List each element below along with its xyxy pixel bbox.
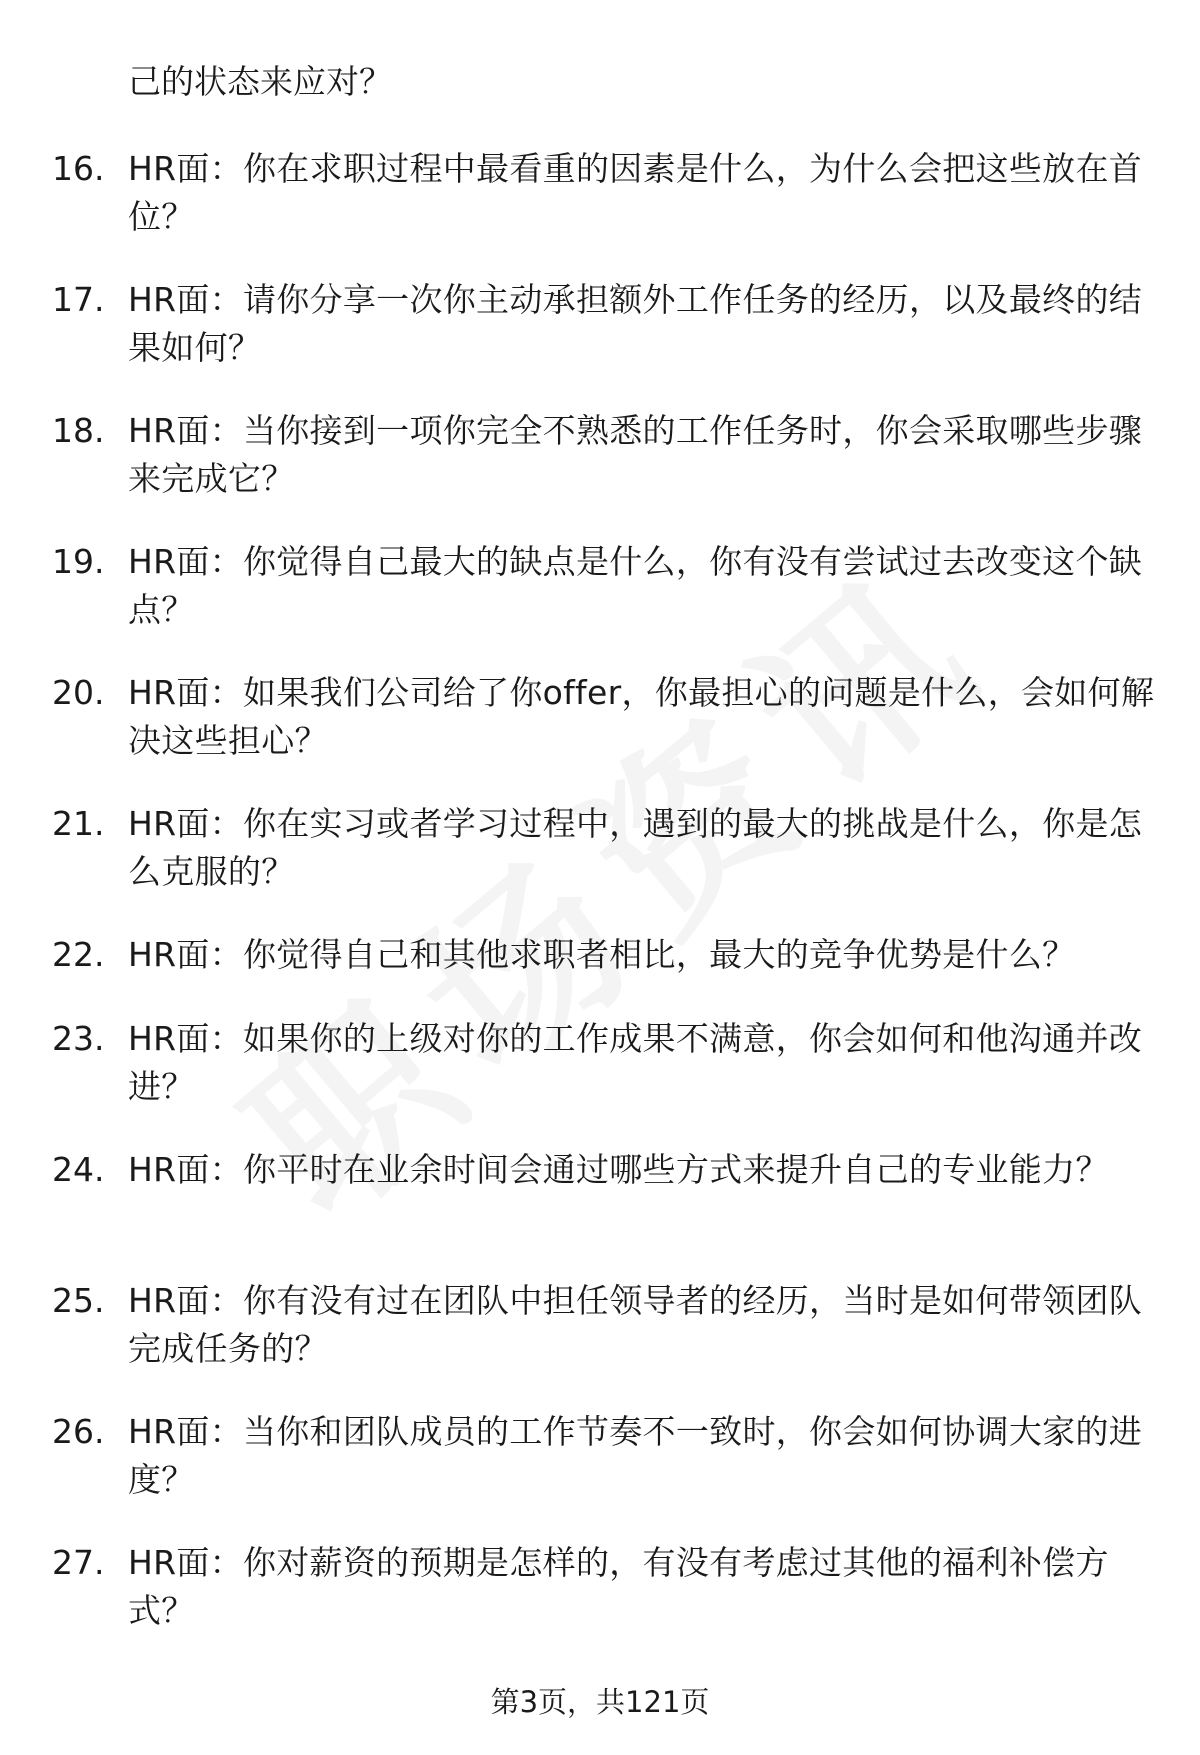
question-number: 18. [52,411,105,450]
question-number: 24. [52,1150,105,1189]
question-text: HR面：你觉得自己和其他求职者相比，最大的竞争优势是什么？ [128,935,1076,974]
question-text: HR面：当你和团队成员的工作节奏不一致时，你会如何协调大家的进度？ [128,1412,1143,1499]
question-item [0,800,1200,931]
question-text: HR面：你对薪资的预期是怎样的，有没有考虑过其他的福利补偿方式？ [128,1543,1109,1630]
question-item [0,1408,1200,1539]
question-list [0,145,1200,1670]
question-item [0,407,1200,538]
question-text: HR面：如果我们公司给了你offer，你最担心的问题是什么，会如何解决这些担心？ [128,673,1155,760]
question-text: HR面：当你接到一项你完全不熟悉的工作任务时，你会采取哪些步骤来完成它？ [128,411,1143,498]
question-number: 25. [52,1281,105,1320]
question-item [0,1015,1200,1146]
question-text: HR面：你有没有过在团队中担任领导者的经历，当时是如何带领团队完成任务的？ [128,1281,1143,1368]
question-item [0,1539,1200,1670]
question-number: 26. [52,1412,105,1451]
question-item [0,1277,1200,1408]
question-number: 21. [52,804,105,843]
question-text: HR面：如果你的上级对你的工作成果不满意，你会如何和他沟通并改进？ [128,1019,1143,1106]
question-number: 19. [52,542,105,581]
question-item [0,669,1200,800]
question-number: 27. [52,1543,105,1582]
question-text: HR面：你觉得自己最大的缺点是什么，你有没有尝试过去改变这个缺点？ [128,542,1143,629]
question-text: HR面：你在实习或者学习过程中，遇到的最大的挑战是什么，你是怎么克服的？ [128,804,1143,891]
question-item [0,538,1200,669]
question-number: 22. [52,935,105,974]
page-footer: 第3页，共121页 [490,1685,710,1719]
question-text: HR面：你平时在业余时间会通过哪些方式来提升自己的专业能力？ [128,1150,1109,1189]
question-item [0,931,1200,1015]
continuation-text: 己的状态来应对？ [128,62,392,101]
question-item [0,1146,1200,1277]
question-number: 17. [52,280,105,319]
question-number: 16. [52,149,105,188]
question-text: HR面：你在求职过程中最看重的因素是什么，为什么会把这些放在首位？ [128,149,1143,236]
question-number: 23. [52,1019,105,1058]
question-item [0,276,1200,407]
question-number: 20. [52,673,105,712]
question-text: HR面：请你分享一次你主动承担额外工作任务的经历，以及最终的结果如何？ [128,280,1143,367]
question-item [0,145,1200,276]
